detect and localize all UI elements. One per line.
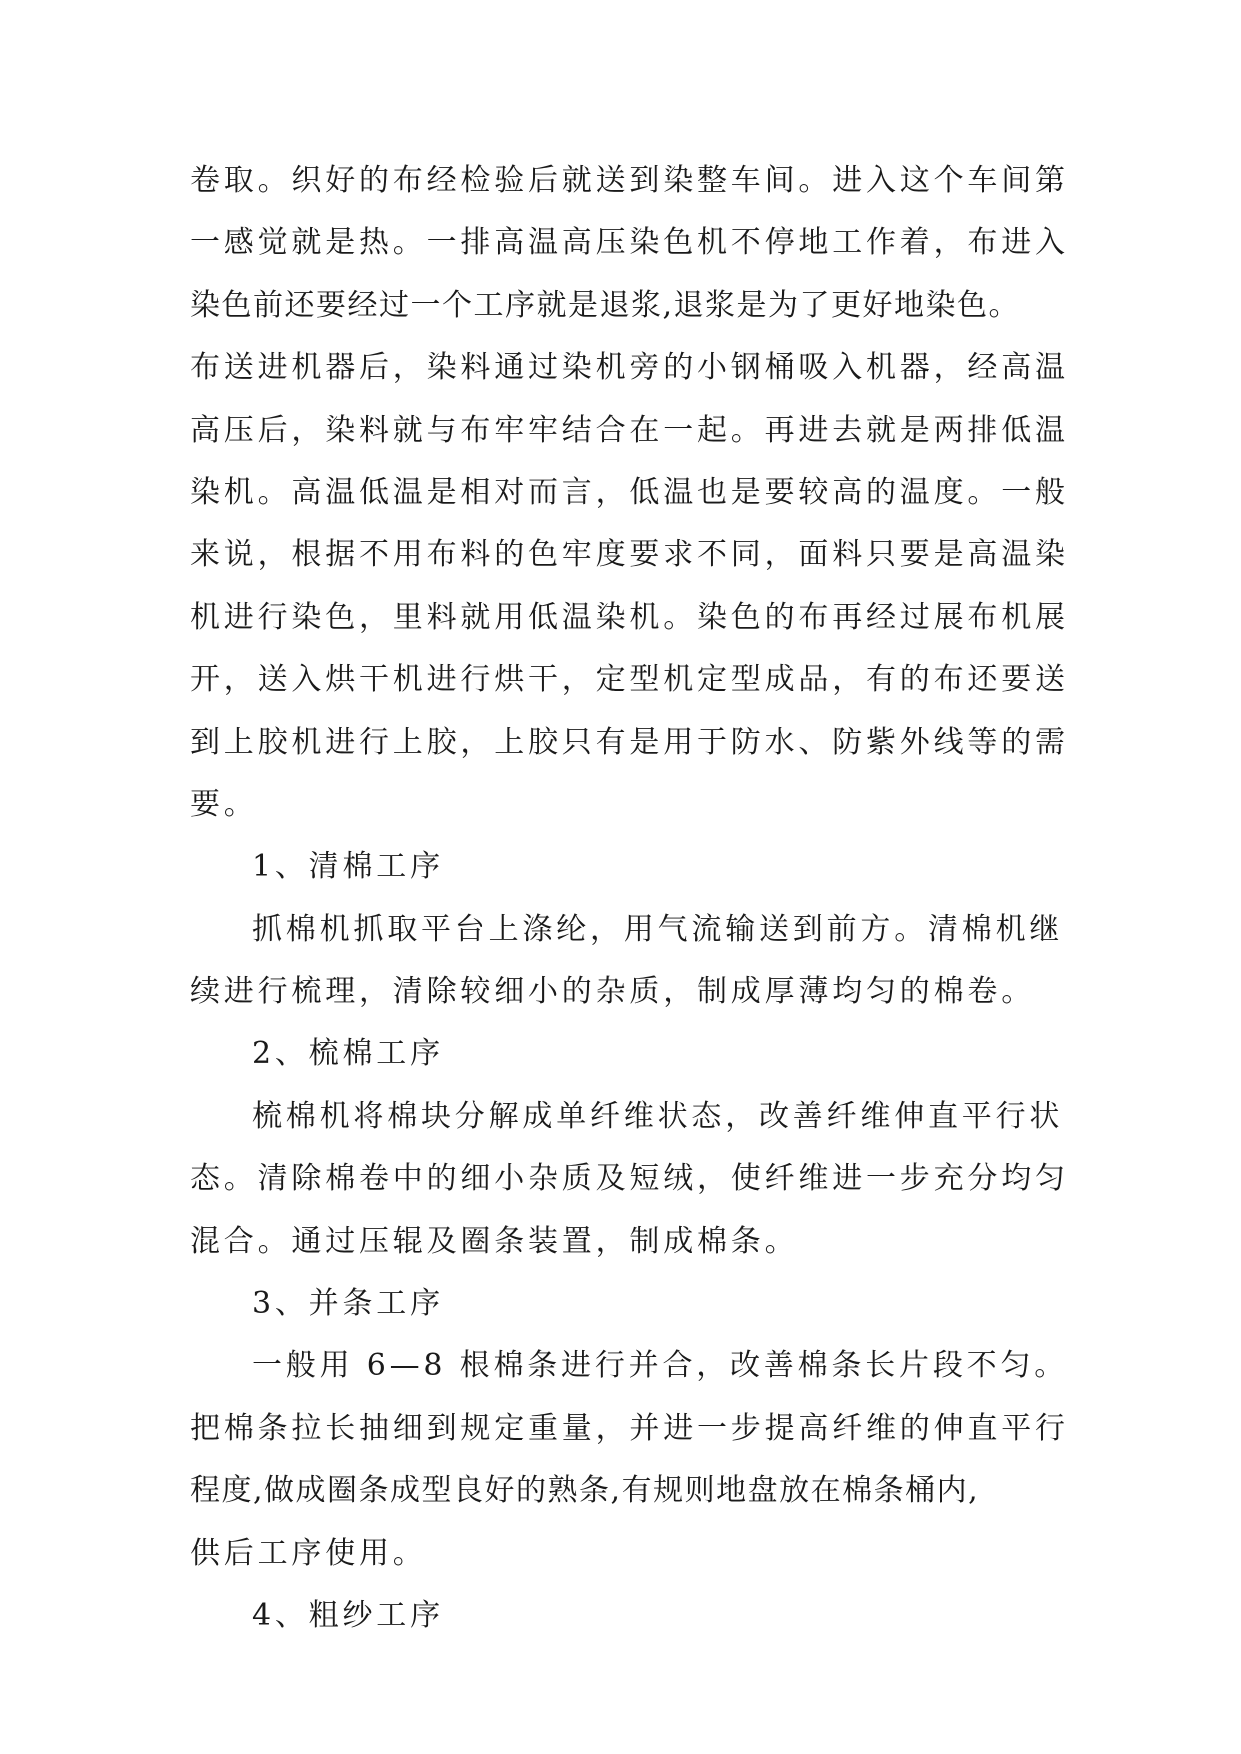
- body-line: 机进行染色，里料就用低温染机。染色的布再经过展布机展: [190, 599, 1069, 635]
- body-line: 供后工序使用。: [190, 1535, 427, 1571]
- body-line: 一般用 6—8 根棉条进行并合，改善棉条长片段不匀。: [252, 1348, 1069, 1384]
- body-line: 开，送入烘干机进行烘干，定型机定型成品，有的布还要送: [190, 662, 1069, 698]
- body-line: 到上胶机进行上胶，上胶只有是用于防水、防紫外线等的需: [190, 724, 1069, 760]
- body-line: 梳棉机将棉块分解成单纤维状态，改善纤维伸直平行状: [252, 1098, 1064, 1134]
- body-line: 卷取。织好的布经检验后就送到染整车间。进入这个车间第: [190, 163, 1069, 198]
- section-heading-1: 1、清棉工序: [252, 849, 444, 885]
- body-line: 高压后，染料就与布牢牢结合在一起。再进去就是两排低温: [190, 412, 1069, 448]
- section-heading-4: 4、粗纱工序: [252, 1597, 444, 1633]
- body-line: 一感觉就是热。一排高温高压染色机不停地工作着，布进入: [190, 225, 1069, 261]
- body-line: 混合。通过压辊及圈条装置，制成棉条。: [190, 1223, 799, 1259]
- body-line: 抓棉机抓取平台上涤纶，用气流输送到前方。清棉机继: [252, 911, 1064, 947]
- body-line: 续进行梳理，清除较细小的杂质，制成厚薄均匀的棉卷。: [190, 974, 1035, 1010]
- section-heading-3: 3、并条工序: [252, 1286, 444, 1322]
- document-page: [190, 150, 1080, 1647]
- section-heading-2: 2、梳棉工序: [252, 1036, 444, 1072]
- body-line: 程度,做成圈条成型良好的熟条,有规则地盘放在棉条桶内,: [190, 1473, 980, 1509]
- body-line: 要。: [190, 786, 258, 822]
- body-line: 态。清除棉卷中的细小杂质及短绒，使纤维进一步充分均匀: [190, 1161, 1069, 1197]
- body-line: 染色前还要经过一个工序就是退浆,退浆是为了更好地染色。: [190, 287, 1021, 323]
- body-line: 把棉条拉长抽细到规定重量，并进一步提高纤维的伸直平行: [190, 1410, 1069, 1446]
- body-line: 布送进机器后，染料通过染机旁的小钢桶吸入机器，经高温: [190, 350, 1069, 386]
- body-line: 来说，根据不用布料的色牢度要求不同，面料只要是高温染: [190, 537, 1069, 573]
- body-line: 染机。高温低温是相对而言，低温也是要较高的温度。一般: [190, 474, 1069, 510]
